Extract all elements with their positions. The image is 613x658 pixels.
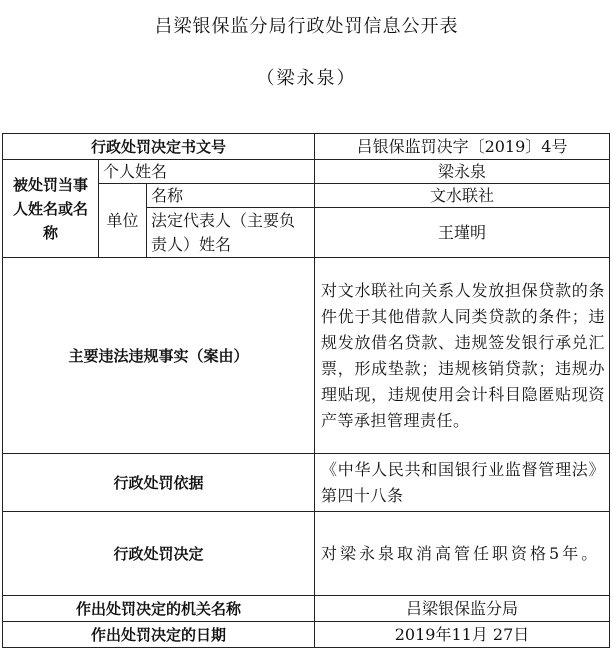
person-name-value: 梁永泉	[315, 160, 610, 184]
party-label: 被处罚当事人姓名或名称	[3, 160, 99, 258]
date-label: 作出处罚决定的日期	[3, 622, 315, 648]
facts-label: 主要违法违规事实（案由）	[3, 258, 315, 454]
basis-value: 《中华人民共和国银行业监督管理法》第四十八条	[315, 454, 610, 512]
table-row	[3, 622, 610, 648]
penalty-info-table	[2, 133, 610, 648]
basis-label: 行政处罚依据	[3, 454, 315, 512]
table-row	[3, 454, 610, 512]
facts-value: 对文水联社向关系人发放担保贷款的条件优于其他借款人同类贷款的条件；违规发放借名贷款、违规签发银行承兑汇票，形成垫款；违规核销贷款；违规办理贴现，违规使用会计科目隐匿贴现资产等承担管理责任。	[315, 258, 610, 454]
person-name-label: 个人姓名	[99, 160, 315, 184]
date-value: 2019年11月 27日	[315, 622, 610, 648]
unit-label: 单位	[99, 184, 147, 258]
legal-rep-value: 王瑾明	[315, 208, 610, 258]
decision-label: 行政处罚决定	[3, 512, 315, 596]
table-row	[3, 258, 610, 454]
page-title: 吕梁银保监分局行政处罚信息公开表	[154, 16, 459, 37]
authority-label: 作出处罚决定的机关名称	[3, 596, 315, 622]
table-row	[3, 596, 610, 622]
doc-no-value: 吕银保监罚决字〔2019〕4号	[315, 134, 610, 160]
table-row	[3, 160, 610, 184]
page-subtitle: （梁永泉）	[256, 68, 357, 89]
table-row	[3, 134, 610, 160]
decision-value: 对梁永泉取消高管任职资格5年。	[315, 512, 610, 596]
legal-rep-label: 法定代表人（主要负责人）姓名	[147, 208, 315, 258]
unit-name-value: 文水联社	[315, 184, 610, 208]
unit-name-label: 名称	[147, 184, 315, 208]
table-row	[3, 512, 610, 596]
doc-no-label: 行政处罚决定书文号	[3, 134, 315, 160]
authority-value: 吕梁银保监分局	[315, 596, 610, 622]
